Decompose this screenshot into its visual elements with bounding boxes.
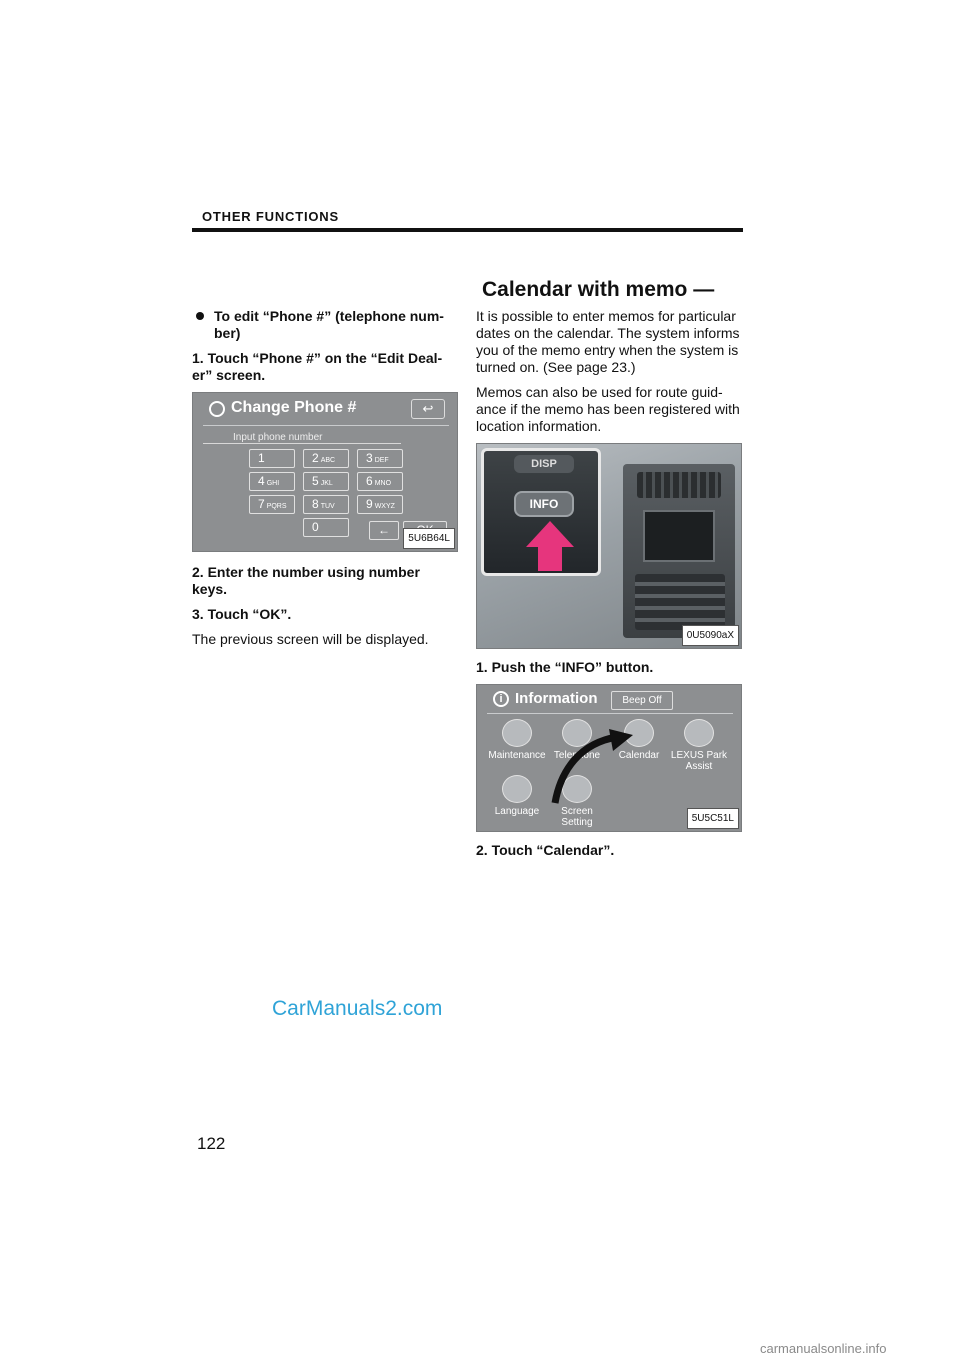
section-title: Calendar with memo — bbox=[482, 278, 715, 301]
result-text: The previous screen will be displayed. bbox=[192, 631, 429, 647]
beep-off-button: Beep Off bbox=[611, 691, 673, 710]
image-code: 5U5C51L bbox=[687, 808, 739, 829]
key-3: 3 DEF bbox=[357, 449, 403, 468]
left-step-3: 3. Touch “OK”. bbox=[192, 606, 292, 622]
key-5: 5 JKL bbox=[303, 472, 349, 491]
button-closeup bbox=[481, 448, 601, 576]
key-0: 0 bbox=[303, 518, 349, 537]
park-assist-icon bbox=[684, 719, 714, 747]
divider bbox=[487, 713, 733, 714]
menu-maintenance: Maintenance bbox=[485, 719, 549, 761]
brand-watermark: CarManuals2.com bbox=[272, 997, 443, 1020]
bullet-dot-icon bbox=[196, 312, 204, 320]
curved-arrow-icon bbox=[547, 729, 637, 809]
intro-paragraph-2: Memos can also be used for route guid- ance if the memo has been registered with location information. bbox=[476, 384, 740, 434]
intro-paragraph-1: It is possible to enter memos for particular dates on the calendar. The system informs you of the memo entry when the system is turned on. (See page 23.) bbox=[476, 308, 740, 375]
input-line bbox=[203, 443, 401, 444]
air-vent bbox=[637, 472, 721, 498]
page-number: 122 bbox=[197, 1134, 226, 1153]
key-8: 8 TUV bbox=[303, 495, 349, 514]
image-code: 0U5090aX bbox=[682, 625, 739, 646]
info-button: INFO bbox=[514, 491, 574, 517]
site-watermark: carmanualsonline.info bbox=[760, 1341, 887, 1356]
divider bbox=[203, 425, 449, 426]
key-7: 7 PQRS bbox=[249, 495, 295, 514]
arrow-stem bbox=[538, 547, 562, 571]
image-code: 5U6B64L bbox=[403, 528, 455, 549]
back-icon: ↩ bbox=[411, 399, 445, 419]
dashboard-photo bbox=[476, 443, 742, 649]
input-label: Input phone number bbox=[233, 432, 323, 443]
left-column bbox=[192, 308, 458, 656]
phone-screen-title: Change Phone # bbox=[231, 399, 357, 416]
change-phone-screenshot bbox=[192, 392, 458, 552]
left-step-2: 2. Enter the number using number keys. bbox=[192, 564, 420, 597]
left-step-1: 1. Touch “Phone #” on the “Edit Deal- er” screen. bbox=[192, 350, 443, 383]
menu-screen-setting: Screen Setting bbox=[545, 775, 609, 828]
key-2: 2 ABC bbox=[303, 449, 349, 468]
right-step-2: 2. Touch “Calendar”. bbox=[476, 842, 615, 858]
language-icon bbox=[502, 775, 532, 803]
information-screenshot bbox=[476, 684, 742, 832]
section-header: OTHER FUNCTIONS bbox=[202, 209, 339, 224]
backspace-icon: ← bbox=[369, 521, 399, 540]
menu-language: Language bbox=[485, 775, 549, 817]
key-9: 9 WXYZ bbox=[357, 495, 403, 514]
key-1: 1 bbox=[249, 449, 295, 468]
lexus-logo-icon bbox=[209, 401, 225, 417]
wrench-icon bbox=[502, 719, 532, 747]
bullet-heading: To edit “Phone #” (telephone num- ber) bbox=[192, 308, 458, 342]
menu-telephone: Telephone bbox=[545, 719, 609, 761]
key-4: 4 GHI bbox=[249, 472, 295, 491]
right-step-1: 1. Push the “INFO” button. bbox=[476, 659, 654, 675]
info-screen-title: Information bbox=[515, 690, 598, 707]
disp-button: DISP bbox=[514, 455, 574, 473]
navigation-display bbox=[643, 510, 715, 562]
arrow-up-icon bbox=[526, 521, 574, 547]
menu-park-assist: LEXUS Park Assist bbox=[667, 719, 731, 772]
menu-calendar: Calendar bbox=[607, 719, 671, 761]
right-column bbox=[476, 308, 742, 867]
key-6: 6 MNO bbox=[357, 472, 403, 491]
header-rule bbox=[192, 228, 743, 232]
info-icon: i bbox=[493, 691, 509, 707]
control-panel bbox=[635, 574, 725, 630]
